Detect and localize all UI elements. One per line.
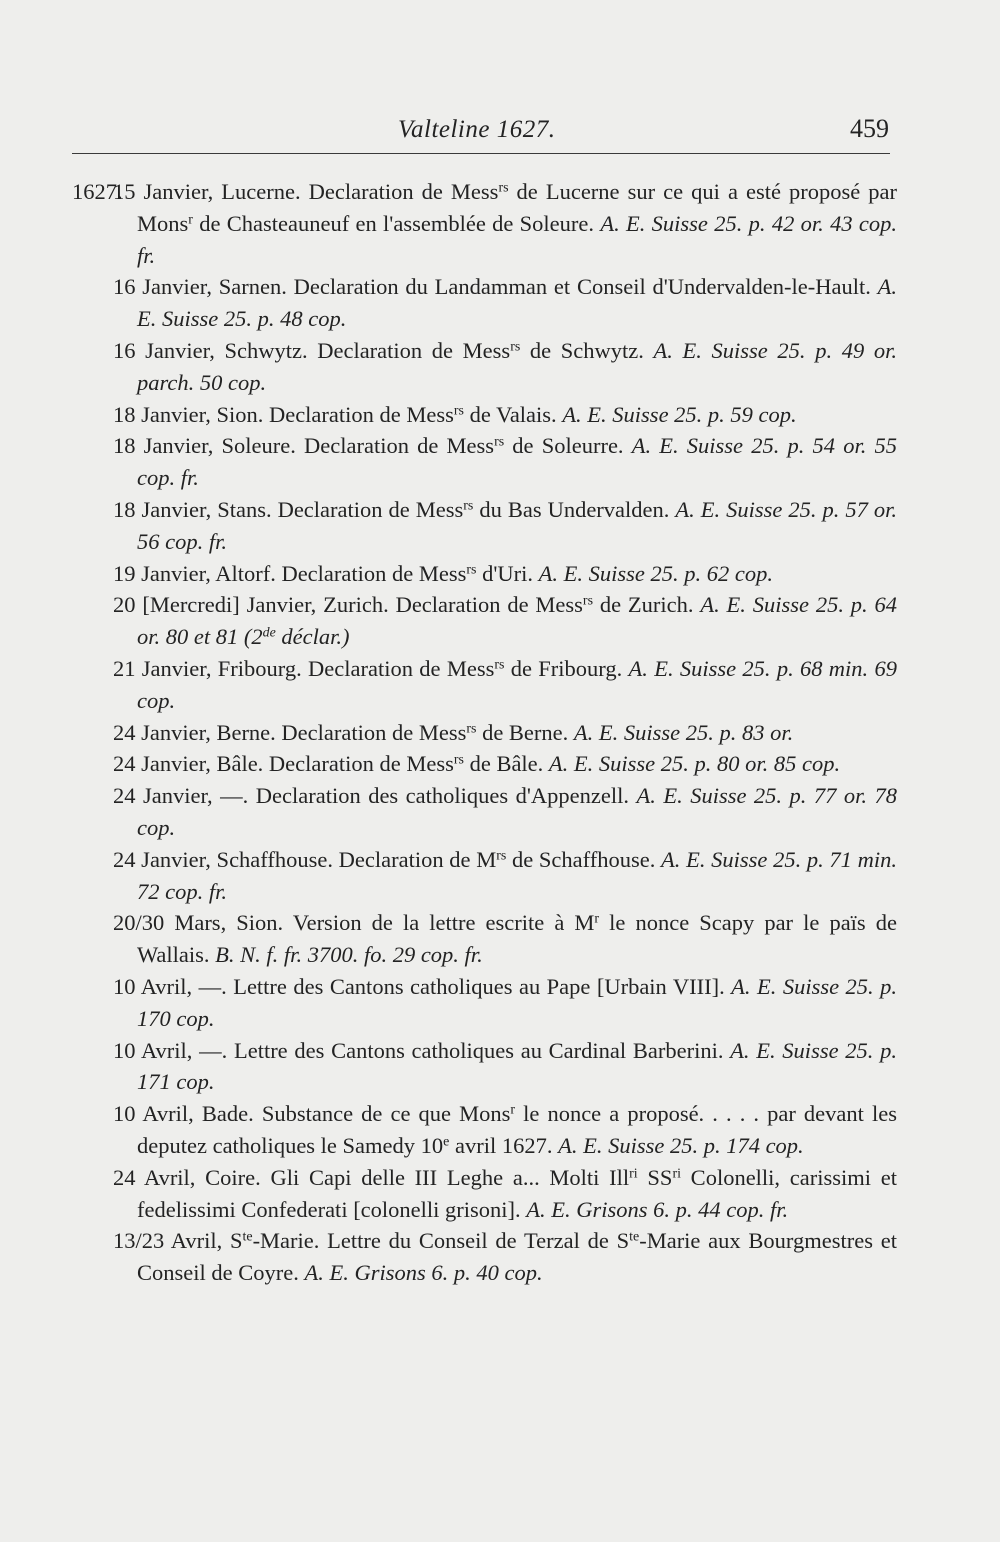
calendar-entry [113,335,897,399]
entry-superscript: rs [453,402,464,418]
entry-superscript: te [242,1229,253,1245]
entry-superscript: rs [496,848,507,864]
entry-text: 10 Avril, —. Lettre des Cantons catholiques au Pape [Urbain VIII]. [113,973,732,999]
entry-superscript: te [629,1229,640,1245]
archive-reference: B. N. f. fr. 3700. fo. 29 cop. fr. [215,942,483,968]
entry-text: SS [637,1164,673,1190]
entry-superscript: rs [466,561,477,577]
entry-superscript: rs [494,434,505,450]
entry-text: de Soleurre. [504,433,632,459]
entry-text: 24 Janvier, Bâle. Declaration de Mess [113,751,454,777]
archive-reference: A. E. Suisse 25. p. 68 min. 69 cop. [137,655,897,713]
entry-text: 13/23 Avril, S [113,1228,243,1254]
entry-text: du Bas Undervalden. [473,496,676,522]
entry-text: de Schwytz. [520,337,654,363]
entry-text: 20 [Mercredi] Janvier, Zurich. Declaration de Mess [113,592,583,618]
entry-text: 24 Janvier, Schaffhouse. Declaration de M [113,846,497,872]
calendar-entry [113,271,897,335]
header-rule [72,153,890,154]
calendar-entry [113,748,897,780]
entry-text: 24 Avril, Coire. Gli Capi delle III Leghe a... Molti Ill [113,1164,630,1190]
entry-text: 18 Janvier, Soleure. Declaration de Mess [113,433,495,459]
entry-year: 1627. [72,179,123,204]
page-header [0,112,1000,152]
entry-superscript: rs [582,593,593,609]
entry-text: 10 Avril, —. Lettre des Cantons catholiques au Cardinal Barberini. [113,1037,731,1063]
archive-reference: A. E. Grisons 6. p. 44 cop. fr. [526,1196,789,1222]
entry-text: 16 Janvier, Schwytz. Declaration de Mess [113,337,511,363]
archive-reference: A. E. Suisse 25. p. 174 cop. [558,1132,804,1158]
entry-text: 18 Janvier, Sion. Declaration de Mess [113,401,454,427]
entry-superscript: r [594,911,600,927]
entry-text: 19 Janvier, Altorf. Declaration de Mess [113,560,467,586]
entry-text: avril 1627. [449,1132,559,1158]
entry-text: de Berne. [476,719,574,745]
page-number: 459 [850,114,889,143]
calendar-entry [113,971,897,1035]
archive-reference: A. E. Suisse 25. p. 83 or. [573,719,794,745]
calendar-entry [113,1035,897,1099]
entry-text: -Marie. Lettre du Conseil de Terzal de S [252,1228,630,1254]
archive-reference: A. E. Suisse 25. p. 80 or. 85 cop. [548,751,841,777]
entry-superscript: rs [463,498,474,514]
entry-text: Colonelli, carissimi et fedelissimi Confederati [colonelli grisoni]. [137,1164,897,1222]
archive-reference: A. E. Suisse 25. p. 71 min. 72 cop. fr. [137,846,897,904]
calendar-entry [113,717,897,749]
reference-superscript: de [262,625,276,641]
entry-list [0,176,1000,1289]
entry-superscript: rs [453,752,464,768]
entry-text: de Bâle. [463,751,549,777]
calendar-entry [113,558,897,590]
archive-reference: A. E. Suisse 25. p. 62 cop. [538,560,773,586]
calendar-entry [113,653,897,717]
calendar-entry [72,176,898,271]
entry-text: le nonce Scapy par le païs de Wallais. [137,910,897,968]
entry-superscript: r [188,212,193,228]
entry-text: de Chasteauneuf en l'assemblée de Soleure. [192,210,601,236]
entry-text: 24 Janvier, —. Declaration des catholiques d'Appenzell. [113,783,637,809]
calendar-entry [113,1098,897,1162]
archive-reference: A. E. Suisse 25. p. 59 cop. [562,401,797,427]
entry-text: 18 Janvier, Stans. Declaration de Mess [113,496,464,522]
entry-superscript: ri [629,1166,638,1182]
entry-text: 24 Janvier, Berne. Declaration de Mess [113,719,467,745]
entry-text: 15 Janvier, Lucerne. Declaration de Mess [113,179,499,204]
entry-superscript: rs [498,180,509,196]
entry-text: de Fribourg. [504,655,629,681]
entry-text: 21 Janvier, Fribourg. Declaration de Mess [113,655,495,681]
archive-reference: A. E. Suisse 25. p. 171 cop. [137,1037,897,1095]
entry-superscript: rs [494,657,505,673]
entry-text: de Zurich. [593,592,701,618]
entry-text: 10 Avril, Bade. Substance de ce que Mons [113,1101,511,1127]
calendar-entry [113,430,897,494]
calendar-entry [113,494,898,558]
archive-reference: A. E. Suisse 25. p. 77 or. 78 cop. [137,783,898,840]
entry-superscript: r [510,1102,516,1118]
calendar-entry [113,1162,897,1226]
entry-superscript: rs [510,339,521,355]
calendar-entry [113,844,897,908]
calendar-entry [113,907,897,971]
archive-reference: A. E. Suisse 25. p. 49 or. parch. 50 cop. [137,337,897,395]
entry-superscript: rs [466,720,477,736]
entry-text: -Marie aux Bourgmestres et Conseil de Coyre. [137,1228,897,1286]
entry-text: le nonce a proposé. . . . . par devant les deputez catholiques le Samedy 10 [137,1101,897,1158]
entry-text: de Lucerne sur ce qui a esté proposé par Mons [137,179,898,236]
archive-reference: A. E. Suisse 25. p. 57 or. 56 cop. fr. [137,496,898,554]
calendar-entry [113,1225,897,1289]
entry-superscript: e [443,1134,450,1150]
archive-reference: A. E. Suisse 25. p. 64 or. 80 et 81 (2de déclar.) [137,592,897,650]
running-title: Valteline 1627. [398,116,556,143]
archive-reference: A. E. Suisse 25. p. 42 or. 43 cop. fr. [137,210,897,268]
archive-reference: A. E. Suisse 25. p. 54 or. 55 cop. fr. [137,433,897,491]
entry-text: de Schaffhouse. [506,846,662,872]
calendar-entry [113,399,897,431]
entry-superscript: ri [672,1166,681,1182]
archive-reference: A. E. Suisse 25. p. 170 cop. [137,973,897,1031]
calendar-entry [113,589,897,653]
entry-text: 16 Janvier, Sarnen. Declaration du Landamman et Conseil d'Undervalden-le-Hault. [113,274,878,300]
entry-text: de Valais. [463,401,563,427]
entry-text: 20/30 Mars, Sion. Version de la lettre escrite à M [113,910,595,936]
archive-reference: A. E. Suisse 25. p. 48 cop. [137,274,897,332]
archive-reference: A. E. Grisons 6. p. 40 cop. [304,1260,543,1286]
entry-text: d'Uri. [476,560,539,586]
calendar-entry [113,780,898,844]
